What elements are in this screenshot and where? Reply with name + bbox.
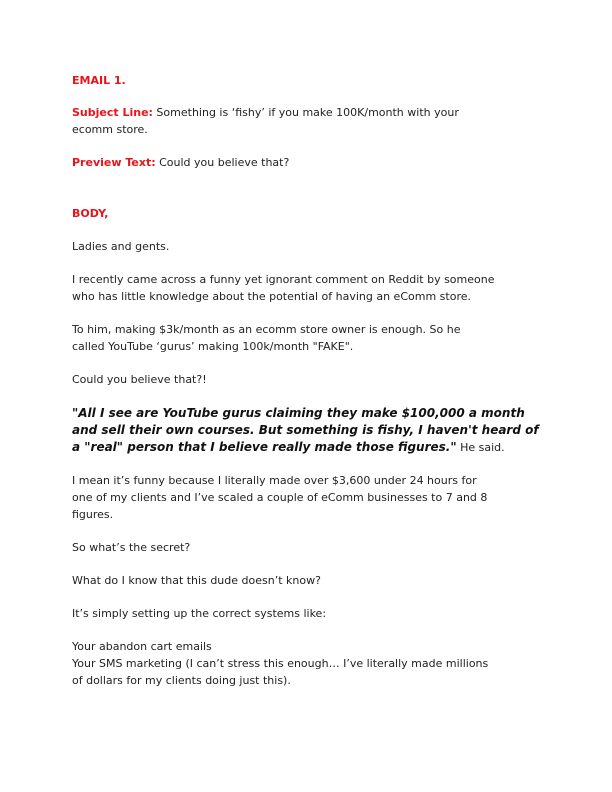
paragraph <box>72 572 321 589</box>
paragraph-line: one of my clients and I’ve scaled a couple of eComm businesses to 7 and 8 <box>72 491 488 504</box>
quote-line: a "real" person that I believe really made those figures." <box>72 440 457 454</box>
reddit-quote <box>72 405 539 456</box>
paragraph-line: It’s simply setting up the correct systems like: <box>72 607 327 620</box>
paragraph <box>72 605 326 622</box>
paragraph-line: called YouTube ‘gurus’ making 100k/month "FAKE". <box>72 340 354 353</box>
systems-list <box>72 638 488 689</box>
paragraph-line: Could you believe that?! <box>72 373 207 386</box>
list-item: Your SMS marketing (I can’t stress this enough… I’ve literally made millions <box>72 657 489 670</box>
subject-line <box>72 104 459 138</box>
paragraph <box>72 539 190 556</box>
email-heading: EMAIL 1. <box>72 74 126 87</box>
quote-line: and sell their own courses. But something is fishy, I haven't heard of <box>72 423 539 437</box>
paragraph-line: So what’s the secret? <box>72 541 191 554</box>
paragraph <box>72 271 495 305</box>
paragraph-line: I mean it’s funny because I literally made over $3,600 under 24 hours for <box>72 474 477 487</box>
paragraph-line: To him, making $3k/month as an ecomm store owner is enough. So he <box>72 323 461 336</box>
subject-text: Something is ‘fishy’ if you make 100K/month with your <box>152 106 459 119</box>
list-item: of dollars for my clients doing just this). <box>72 674 291 687</box>
paragraph <box>72 371 207 388</box>
preview-text <box>72 154 289 171</box>
paragraph-line: I recently came across a funny yet ignorant comment on Reddit by someone <box>72 273 495 286</box>
preview-value: Could you believe that? <box>155 156 290 169</box>
list-item: Your abandon cart emails <box>72 640 212 653</box>
preview-label: Preview Text: <box>72 156 156 169</box>
paragraph <box>72 238 169 255</box>
paragraph <box>72 472 487 523</box>
paragraph-line: who has little knowledge about the potential of having an eComm store. <box>72 290 471 303</box>
subject-label: Subject Line: <box>72 106 153 119</box>
paragraph-line: Ladies and gents. <box>72 240 170 253</box>
paragraph-line: figures. <box>72 508 114 521</box>
subject-text-cont: ecomm store. <box>72 123 148 136</box>
quote-attribution: He said. <box>456 441 505 454</box>
paragraph-line: What do I know that this dude doesn’t know? <box>72 574 321 587</box>
quote-line: "All I see are YouTube gurus claiming they make $100,000 a month <box>72 406 525 420</box>
paragraph <box>72 321 461 355</box>
body-heading: BODY, <box>72 207 109 220</box>
